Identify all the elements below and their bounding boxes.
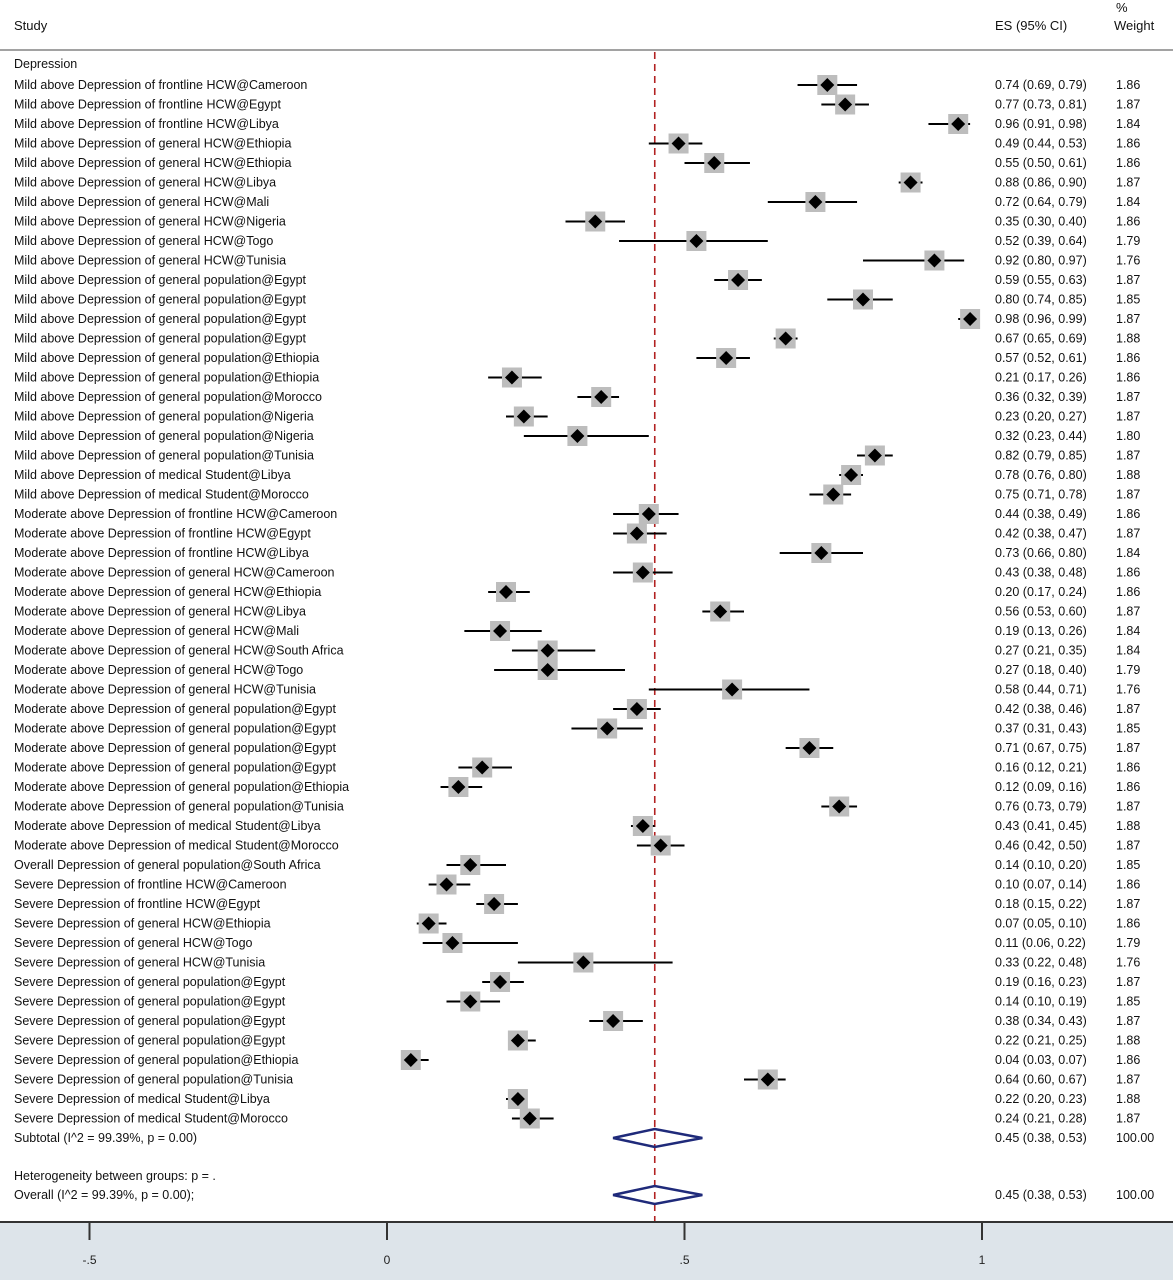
es-ci-value: 0.04 (0.03, 0.07) [995,1053,1087,1067]
study-label: Mild above Depression of frontline HCW@Egypt [14,97,281,112]
es-ci-value: 0.82 (0.79, 0.85) [995,448,1087,463]
study-row [14,134,1140,154]
es-ci-value: 0.32 (0.23, 0.44) [995,429,1087,443]
study-row [14,1050,1140,1070]
study-label: Mild above Depression of general HCW@Tunisia [14,253,287,268]
weight-value: 1.85 [1116,858,1141,872]
study-label: Mild above Depression of general population@Nigeria [14,429,314,443]
es-ci-value: 0.74 (0.69, 0.79) [995,78,1087,92]
weight-value: 1.87 [1116,448,1141,463]
weight-value: 1.84 [1116,643,1141,658]
weight-value: 1.87 [1116,604,1141,619]
es-ci-value: 0.52 (0.39, 0.64) [995,234,1087,248]
study-label: Mild above Depression of general population@Tunisia [14,448,314,463]
es-ci-value: 0.73 (0.66, 0.80) [995,546,1087,560]
es-ci-value: 0.92 (0.80, 0.97) [995,253,1087,268]
es-ci-value: 0.14 (0.10, 0.19) [995,994,1087,1009]
subtotal-es-ci: 0.45 (0.38, 0.53) [995,1131,1087,1145]
weight-value: 1.88 [1116,331,1141,346]
study-label: Mild above Depression of medical Student@Libya [14,468,291,482]
weight-value: 1.86 [1116,214,1141,229]
es-ci-value: 0.71 (0.67, 0.75) [995,741,1087,755]
study-row [14,953,1140,973]
study-row [14,992,1140,1012]
study-label: Severe Depression of general HCW@Togo [14,936,253,950]
es-ci-value: 0.33 (0.22, 0.48) [995,955,1087,970]
weight-value: 1.87 [1116,390,1141,404]
es-ci-value: 0.75 (0.71, 0.78) [995,487,1087,502]
es-ci-value: 0.36 (0.32, 0.39) [995,390,1087,404]
weight-value: 1.87 [1116,526,1141,541]
weight-value: 1.76 [1116,682,1141,697]
study-row [14,1011,1140,1031]
study-row [14,621,1140,641]
overall-es-ci: 0.45 (0.38, 0.53) [995,1188,1087,1202]
study-label: Mild above Depression of medical Student@Morocco [14,487,309,502]
study-label: Moderate above Depression of frontline HCW@Cameroon [14,507,338,521]
weight-value: 1.87 [1116,1014,1141,1028]
study-label: Severe Depression of general HCW@Ethiopia [14,916,271,931]
es-ci-value: 0.98 (0.96, 0.99) [995,312,1087,326]
es-ci-value: 0.10 (0.07, 0.14) [995,877,1087,892]
x-tick-label: -.5 [82,1253,97,1267]
weight-value: 1.85 [1116,721,1141,736]
study-row [14,1070,1140,1090]
study-row [14,485,1140,505]
axis-band [0,1222,1173,1280]
study-label: Moderate above Depression of general HCW@Ethiopia [14,585,322,599]
study-label: Mild above Depression of general HCW@Nigeria [14,214,286,229]
study-label: Mild above Depression of general population@Egypt [14,312,307,326]
es-ci-value: 0.77 (0.73, 0.81) [995,97,1087,112]
weight-value: 1.86 [1116,760,1141,775]
weight-value: 1.84 [1116,624,1141,638]
study-row [14,309,1140,329]
es-ci-value: 0.27 (0.18, 0.40) [995,663,1087,677]
weight-value: 1.84 [1116,195,1141,209]
study-row [14,719,1140,739]
weight-value: 1.86 [1116,507,1141,521]
es-ci-value: 0.78 (0.76, 0.80) [995,468,1087,482]
weight-value: 1.84 [1116,546,1141,560]
es-ci-value: 0.38 (0.34, 0.43) [995,1014,1087,1028]
subtotal-diamond [613,1129,702,1147]
study-label: Severe Depression of frontline HCW@Egypt [14,897,261,911]
weight-value: 1.87 [1116,273,1141,287]
study-label: Moderate above Depression of general population@Egypt [14,702,336,716]
weight-value: 1.86 [1116,78,1141,92]
es-ci-value: 0.20 (0.17, 0.24) [995,585,1087,599]
es-ci-value: 0.43 (0.38, 0.48) [995,565,1087,580]
es-ci-value: 0.24 (0.21, 0.28) [995,1111,1087,1126]
weight-value: 1.85 [1116,292,1141,307]
es-ci-value: 0.21 (0.17, 0.26) [995,370,1087,385]
study-label: Moderate above Depression of general HCW@Cameroon [14,565,335,580]
es-ci-value: 0.46 (0.42, 0.50) [995,838,1087,853]
study-label: Moderate above Depression of frontline HCW@Libya [14,546,309,560]
study-row [14,465,1140,485]
group-label: Depression [14,57,78,71]
weight-value: 1.87 [1116,1072,1141,1087]
es-ci-value: 0.07 (0.05, 0.10) [995,916,1087,931]
study-row [14,660,1140,680]
study-rows [14,75,1140,1129]
overall-label: Overall (I^2 = 99.39%, p = 0.00); [14,1188,195,1202]
study-row [14,582,1140,602]
study-label: Mild above Depression of general population@Ethiopia [14,370,320,385]
study-label: Mild above Depression of frontline HCW@Libya [14,117,279,131]
weight-value: 1.76 [1116,955,1141,970]
es-ci-value: 0.72 (0.64, 0.79) [995,195,1087,209]
es-ci-value: 0.22 (0.20, 0.23) [995,1092,1087,1106]
study-label: Severe Depression of general population@Egypt [14,994,286,1009]
study-row [14,933,1140,953]
es-ci-value: 0.37 (0.31, 0.43) [995,721,1087,736]
weight-value: 1.87 [1116,702,1141,716]
x-tick-label: .5 [679,1253,690,1267]
study-label: Moderate above Depression of general HCW@Mali [14,624,300,638]
es-ci-value: 0.14 (0.10, 0.20) [995,858,1087,872]
weight-value: 1.87 [1116,975,1141,989]
header-es-ci: ES (95% CI) [995,18,1068,33]
es-ci-value: 0.43 (0.41, 0.45) [995,819,1087,833]
study-row [14,75,1140,95]
es-ci-value: 0.67 (0.65, 0.69) [995,331,1087,346]
study-label: Moderate above Depression of general population@Egypt [14,741,336,755]
study-label: Mild above Depression of general HCW@Ethiopia [14,136,292,151]
study-row [14,192,1140,212]
study-label: Severe Depression of medical Student@Morocco [14,1111,288,1126]
study-row [14,1031,1140,1051]
study-row [14,641,1140,661]
study-row [14,426,1140,446]
es-ci-value: 0.56 (0.53, 0.60) [995,604,1087,619]
study-row [14,1089,1140,1109]
study-row [14,270,1140,290]
es-ci-value: 0.57 (0.52, 0.61) [995,351,1087,365]
study-label: Severe Depression of general population@Egypt [14,975,286,989]
study-label: Moderate above Depression of general population@Egypt [14,721,336,736]
study-label: Moderate above Depression of medical Student@Libya [14,819,321,833]
es-ci-value: 0.19 (0.16, 0.23) [995,975,1087,989]
study-label: Severe Depression of general population@Tunisia [14,1072,294,1087]
study-row [14,407,1140,427]
weight-value: 1.79 [1116,936,1141,950]
weight-value: 1.88 [1116,468,1141,482]
study-label: Moderate above Depression of general population@Tunisia [14,799,344,814]
subtotal [14,1129,1154,1147]
weight-value: 1.79 [1116,234,1141,248]
study-label: Mild above Depression of general HCW@Mali [14,195,270,209]
es-ci-value: 0.59 (0.55, 0.63) [995,273,1087,287]
study-row [14,329,1140,349]
study-label: Severe Depression of general population@Egypt [14,1033,286,1048]
study-row [14,816,1140,836]
es-ci-value: 0.64 (0.60, 0.67) [995,1072,1087,1087]
overall-weight: 100.00 [1116,1188,1155,1202]
x-tick-label: 1 [978,1253,986,1267]
study-row [14,914,1140,934]
study-label: Moderate above Depression of frontline HCW@Egypt [14,526,311,541]
study-row [14,446,1140,466]
study-row [14,524,1140,544]
study-label: Overall Depression of general population@South Africa [14,858,321,872]
weight-value: 1.86 [1116,351,1141,365]
study-label: Mild above Depression of general population@Egypt [14,292,307,307]
weight-value: 1.87 [1116,487,1141,502]
weight-value: 1.88 [1116,1033,1141,1048]
x-axis [0,1222,1173,1280]
weight-value: 1.85 [1116,994,1141,1009]
weight-value: 1.87 [1116,175,1141,190]
study-label: Moderate above Depression of general HCW@Libya [14,604,307,619]
weight-value: 1.86 [1116,156,1141,170]
weight-value: 1.86 [1116,585,1141,599]
study-row [14,563,1140,583]
weight-value: 1.84 [1116,117,1141,131]
study-row [14,602,1140,622]
study-row [14,680,1140,700]
study-label: Severe Depression of frontline HCW@Cameroon [14,877,287,892]
weight-value: 1.76 [1116,253,1141,268]
study-label: Moderate above Depression of general population@Ethiopia [14,780,350,794]
weight-value: 1.86 [1116,565,1141,580]
overall-diamond [613,1186,702,1204]
weight-value: 1.87 [1116,409,1141,424]
weight-value: 1.86 [1116,780,1141,794]
weight-value: 1.86 [1116,370,1141,385]
weight-value: 1.87 [1116,897,1141,911]
study-row [14,251,1140,271]
study-row [14,777,1140,797]
study-row [14,95,1140,115]
table-header [0,0,1173,50]
es-ci-value: 0.23 (0.20, 0.27) [995,409,1087,424]
es-ci-value: 0.11 (0.06, 0.22) [995,936,1086,950]
study-label: Moderate above Depression of general HCW@South Africa [14,643,344,658]
es-ci-value: 0.42 (0.38, 0.46) [995,702,1087,716]
study-label: Mild above Depression of general population@Egypt [14,331,307,346]
es-ci-value: 0.44 (0.38, 0.49) [995,507,1087,521]
es-ci-value: 0.55 (0.50, 0.61) [995,156,1087,170]
study-label: Mild above Depression of general population@Morocco [14,390,323,404]
study-row [14,797,1140,817]
study-label: Mild above Depression of general population@Ethiopia [14,351,320,365]
study-label: Mild above Depression of frontline HCW@Cameroon [14,78,308,92]
weight-value: 1.87 [1116,741,1141,755]
subtotal-label: Subtotal (I^2 = 99.39%, p = 0.00) [14,1131,198,1145]
study-row [14,855,1140,875]
study-label: Severe Depression of general population@Egypt [14,1014,286,1028]
study-row [14,972,1140,992]
es-ci-value: 0.16 (0.12, 0.21) [995,760,1087,775]
study-row [14,212,1140,232]
weight-value: 1.87 [1116,1111,1141,1126]
study-row [14,368,1140,388]
study-label: Mild above Depression of general population@Nigeria [14,409,314,424]
study-label: Mild above Depression of general HCW@Togo [14,234,274,248]
study-label: Moderate above Depression of general population@Egypt [14,760,336,775]
weight-value: 1.87 [1116,799,1141,814]
weight-value: 1.87 [1116,312,1141,326]
study-row [14,875,1140,895]
study-label: Moderate above Depression of medical Student@Morocco [14,838,339,853]
es-ci-value: 0.49 (0.44, 0.53) [995,136,1087,151]
es-ci-value: 0.27 (0.21, 0.35) [995,643,1087,658]
weight-value: 1.86 [1116,916,1141,931]
es-ci-value: 0.22 (0.21, 0.25) [995,1033,1087,1048]
study-label: Mild above Depression of general HCW@Ethiopia [14,156,292,170]
es-ci-value: 0.76 (0.73, 0.79) [995,799,1087,814]
study-row [14,758,1140,778]
es-ci-value: 0.96 (0.91, 0.98) [995,117,1087,131]
es-ci-value: 0.80 (0.74, 0.85) [995,292,1087,307]
summary-rows [14,1129,1154,1204]
weight-value: 1.86 [1116,136,1141,151]
study-row [14,543,1140,563]
study-label: Mild above Depression of general HCW@Libya [14,175,277,190]
study-label: Mild above Depression of general population@Egypt [14,273,307,287]
es-ci-value: 0.42 (0.38, 0.47) [995,526,1087,541]
study-row [14,231,1140,251]
header-weight-percent: % [1116,0,1128,15]
weight-value: 1.86 [1116,877,1141,892]
weight-value: 1.80 [1116,429,1141,443]
study-row [14,1109,1140,1129]
es-ci-value: 0.12 (0.09, 0.16) [995,780,1087,794]
header-study: Study [14,18,48,33]
header-weight: Weight [1114,18,1155,33]
weight-value: 1.87 [1116,97,1141,112]
es-ci-value: 0.88 (0.86, 0.90) [995,175,1087,190]
study-row [14,699,1140,719]
study-row [14,173,1140,193]
study-label: Severe Depression of general HCW@Tunisia [14,955,266,970]
study-label: Moderate above Depression of general HCW@Tunisia [14,682,316,697]
x-tick-label: 0 [383,1253,391,1267]
study-row [14,836,1140,856]
subtotal-weight: 100.00 [1116,1131,1155,1145]
weight-value: 1.86 [1116,1053,1141,1067]
study-row [14,348,1140,368]
es-ci-value: 0.19 (0.13, 0.26) [995,624,1087,638]
study-row [14,894,1140,914]
study-label: Severe Depression of general population@Ethiopia [14,1053,299,1067]
weight-value: 1.88 [1116,819,1141,833]
study-row [14,738,1140,758]
overall [14,1186,1154,1204]
study-label: Moderate above Depression of general HCW@Togo [14,663,304,677]
study-row [14,290,1140,310]
heterogeneity-text: Heterogeneity between groups: p = . [14,1169,216,1183]
weight-value: 1.79 [1116,663,1141,677]
es-ci-value: 0.58 (0.44, 0.71) [995,682,1087,697]
es-ci-value: 0.18 (0.15, 0.22) [995,897,1087,911]
study-row [14,387,1140,407]
study-label: Severe Depression of medical Student@Libya [14,1092,270,1106]
es-ci-value: 0.35 (0.30, 0.40) [995,214,1087,229]
study-row [14,504,1140,524]
study-row [14,153,1140,173]
weight-value: 1.88 [1116,1092,1141,1106]
study-row [14,114,1140,134]
weight-value: 1.87 [1116,838,1141,853]
